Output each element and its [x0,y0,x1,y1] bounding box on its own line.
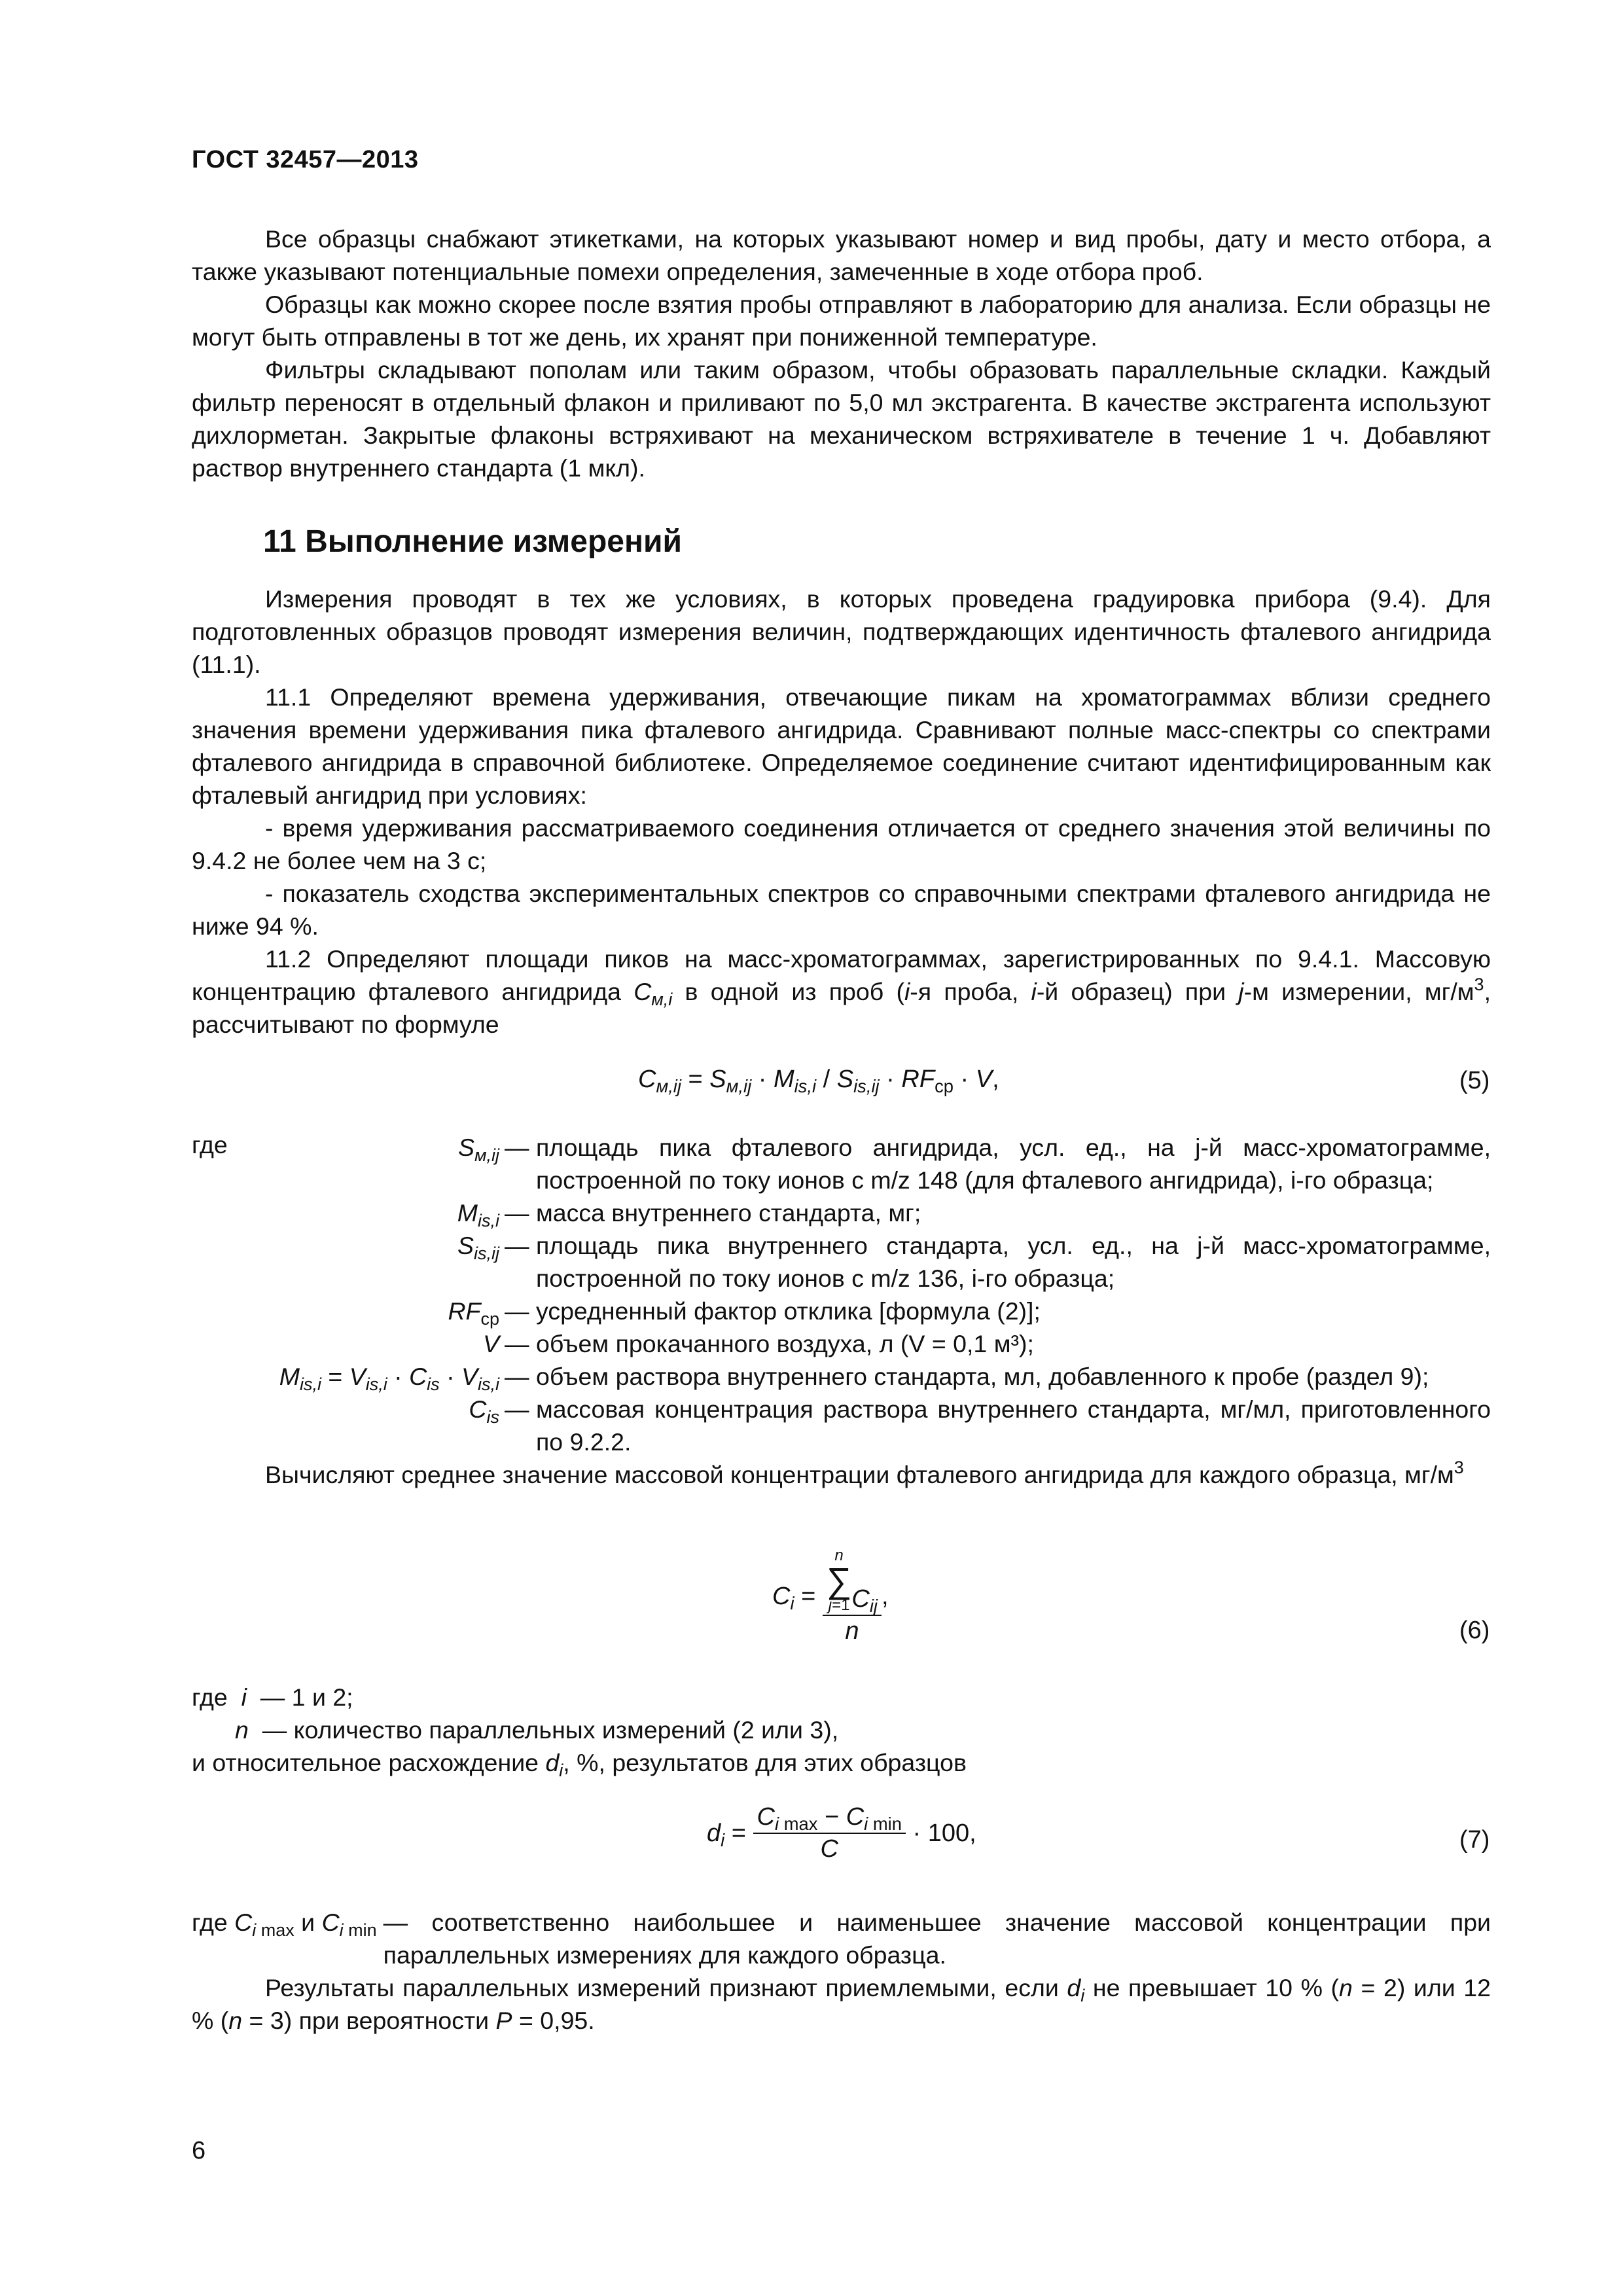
section-text [192,583,1491,1041]
formula-5: $C_{м,ij} = S_{м,ij} \cdot M_{is,i} / S_{is,ij} \cdot RF_{ср} \cdot V$, [638,1066,999,1097]
definitions-list [192,1131,1491,1458]
section-paragraph-1: Измерения проводят в тех же условиях, в которых проведена градуировка прибора (9.4). Для подготовленных образцов проводят измерения величин, подтверждающих идентичность фталевого ангидрида (11.1). [192,585,1491,678]
intro-paragraph-2: Образцы как можно скорее после взятия пробы отправляют в лабораторию для анализа. Если образцы не могут быть отправлены в тот же день, их хранят при пониженной температуре. [192,291,1491,351]
condition-2: - показатель сходства экспериментальных спектров со справочными спектрами фталевого ангидрида не ниже 94 %. [192,880,1491,940]
condition-1: - время удерживания рассматриваемого соединения отличается от среднего значения этой величины по 9.4.2 не более чем на 3 с; [192,814,1491,874]
formula-6: $C_i$ = n ∑ $j=1C_{ij}$ n , [772,1547,889,1645]
final-text: Результаты параллельных измерений признают приемлемыми, если $d_i$ не превышает 10 % (n = 2) или 12 % (n = 3) при вероятности P = 0,95. [192,1974,1491,2034]
where-7: где $C_{i max}$ и $C_{i min}$ — соответственно наибольшее и наименьшее значение массовой концентрации при параллельных измерениях для каждого образца. [192,1909,1491,1969]
formula-7: $d_i$ = $\frac{C_{i max} - C_{i min}}{C}$ · 100, [707,1803,976,1863]
formula-5-number: (5) [1459,1067,1490,1094]
definition-row: $S_{м,ij}$ — площадь пика фталевого ангидрида, усл. ед., на j-й масс-хроматограмме, построенной по току ионов с m/z 148 (для фталевого ангидрида), i-го образца; [457,1134,1491,1194]
where-6: где i — 1 и 2; n — количество параллельных измерений (2 или 3), и относительное расхождение $d_i$, %, результатов для этих образцов [192,1683,967,1781]
definition-row: $RF_{ср}$ — усредненный фактор отклика [формула (2)]; [448,1297,1041,1329]
where-label: где [192,1131,228,1158]
definition-row: $M_{is,i}$ — масса внутреннего стандарта, мг; [457,1199,921,1231]
intro-paragraph-1: Все образцы снабжают этикетками, на которых указывают номер и вид пробы, дату и место отбора, а также указывают потенциальные помехи определения, замеченные в ходе отбора проб. [192,225,1491,285]
section-title: 11 Выполнение измерений [263,524,682,559]
average-text: Вычисляют среднее значение массовой концентрации фталевого ангидрида для каждого образца, $мг/м^3$ [265,1458,1464,1488]
definition-row: $C_{is}$ — массовая концентрация раствора внутреннего стандарта, мг/мл, приготовленного по 9.2.2. [469,1395,1491,1456]
page-number: 6 [192,2137,206,2164]
document-header: ГОСТ 32457—2013 [192,146,419,173]
formula-6-number: (6) [1459,1617,1490,1644]
section-paragraph-2: 11.1 Определяют времена удерживания, отвечающие пикам на хроматограммах вблизи среднего значения времени удерживания пика фталевого ангидрида. Сравнивают полные масс-спектры со спектрами фталевого ангидрида в справочной библиотеке. Определяемое соединение считают идентифицированным как фталевый ангидрид при условиях: [192,683,1491,809]
definition-row: $M_{is,i} = V_{is,i} \cdot C_{is} \cdot V_{is,i}$ — объем раствора внутреннего стандарта, мл, добавленного к пробе (раздел 9); [279,1363,1429,1395]
intro-text [192,223,1491,484]
intro-paragraph-3: Фильтры складывают пополам или таким образом, чтобы образовать параллельные складки. Каждый фильтр переносят в отдельный флакон и приливают по 5,0 мл экстрагента. В качестве экстрагента используют дихлорметан. Закрытые флаконы встряхивают на механическом встряхивателе в течение 1 ч. Добавляют раствор внутреннего стандарта (1 мкл). [192,356,1491,482]
section-paragraph-5: 11.2 Определяют площади пиков на масс-хроматограммах, зарегистрированных по 9.4.1. Массовую концентрацию фталевого ангидрида $C_{м,i}$ в одной из проб (i-я проба, i-й образец) при j-м измерении, $мг/м^3$, рассчитывают по формуле [192,945,1491,1038]
definition-row: V — объем прокачанного воздуха, л (V = 0,1 м³); [482,1330,1034,1357]
formula-7-number: (7) [1459,1826,1490,1854]
definition-row: $S_{is,ij}$ — площадь пика внутреннего стандарта, усл. ед., на j-й масс-хроматограмме, построенной по току ионов с m/z 136, i-го образца; [457,1232,1491,1292]
